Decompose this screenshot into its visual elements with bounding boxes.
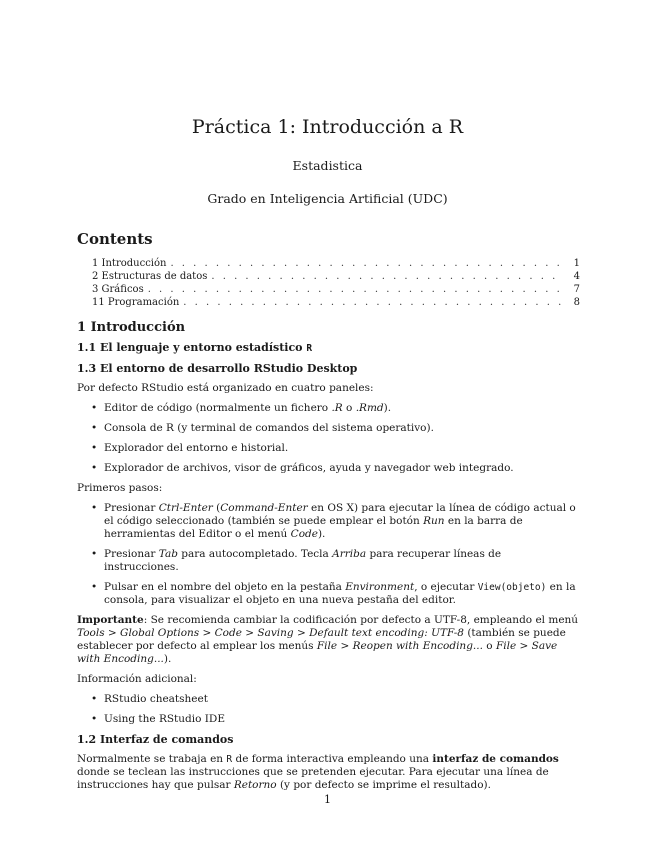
toc-entry-label: 3 Gráficos <box>92 284 144 295</box>
list-item <box>104 548 579 574</box>
paragraph: Por defecto RStudio está organizado en cuatro paneles: <box>77 382 374 394</box>
document-affiliation: Grado en Inteligencia Artificial (UDC) <box>207 191 448 206</box>
text: (y por defecto se imprime el resultado). <box>276 779 491 791</box>
toc-leader-dots <box>211 270 564 283</box>
text: Presionar <box>104 502 159 514</box>
subsection-heading: 1.2 Interfaz de comandos <box>77 733 234 746</box>
toc-entry[interactable] <box>92 270 580 283</box>
text: Editor de código (normalmente un fichero <box>104 402 332 414</box>
code-inline: View(objeto) <box>477 582 547 593</box>
toc-entry-label: 2 Estructuras de datos <box>92 271 208 282</box>
subsection-heading <box>77 341 579 355</box>
subsection-heading-text: 1.1 El lenguaje y entorno estadístico <box>77 341 307 354</box>
list-item: • Consola de R (y terminal de comandos del sistema operativo). <box>104 422 579 435</box>
text: , o ejecutar <box>414 581 478 593</box>
toc-leader-dots <box>183 296 564 309</box>
text: Normalmente se trabaja en <box>77 753 227 765</box>
toc-entry-page: 7 <box>573 284 580 295</box>
emphasis: Arriba <box>332 548 367 560</box>
text: Pulsar en el nombre del objeto en la pestaña <box>104 581 346 593</box>
text: Presionar <box>104 548 159 560</box>
toc-entry-page: 4 <box>573 271 580 282</box>
panels-list <box>77 402 579 475</box>
text: ). <box>383 402 392 414</box>
emphasis: Environment <box>345 581 415 593</box>
emphasis: Ctrl-Enter <box>158 502 213 514</box>
document-subtitle: Estadistica <box>292 158 363 173</box>
code-inline: R <box>306 343 313 354</box>
emphasis: .R <box>331 402 343 414</box>
text: para recuperar líneas de instrucciones. <box>104 548 502 573</box>
text: de forma interactiva empleando una <box>232 753 433 765</box>
emphasis: .Rmd <box>355 402 384 414</box>
text: ). <box>317 528 326 540</box>
code-inline: R <box>226 754 233 765</box>
list-item[interactable]: • RStudio cheatsheet <box>104 693 579 706</box>
links-list <box>77 693 579 726</box>
main-content <box>77 321 579 799</box>
toc-entry-page: 1 <box>573 258 580 269</box>
emphasis: Run <box>423 515 445 527</box>
text: (también se puede establecer por defecto al emplear los menús <box>77 627 566 652</box>
list-item <box>104 402 579 415</box>
emphasis: File > Save with Encoding... <box>77 640 558 665</box>
document-title: Práctica 1: Introducción a R <box>191 116 464 138</box>
emphasis: Tools > Global Options > Code > Saving > Default text encoding: UTF-8 <box>77 627 464 639</box>
toc-entry-label: 1 Introducción <box>92 258 167 269</box>
strong: interfaz de comandos <box>432 753 559 765</box>
section-heading: 1 Introducción <box>77 320 186 335</box>
toc-leader-dots <box>148 283 564 296</box>
paragraph: Información adicional: <box>77 673 197 685</box>
text: donde se teclean las instrucciones que se pretenden ejecutar. Para ejecutar una línea de instrucciones hay que pulsar <box>77 766 549 791</box>
table-of-contents <box>92 257 580 309</box>
list-item <box>104 502 579 541</box>
text: en la consola, para visualizar el objeto en una nueva pestaña del editor. <box>104 581 576 606</box>
text: para autocompletado. Tecla <box>177 548 333 560</box>
text: en OS X) para ejecutar la línea de código actual o el código seleccionado (también se puede emplear el botón <box>104 502 576 527</box>
toc-entry[interactable] <box>92 296 580 309</box>
text: : Se recomienda cambiar la codificación por defecto a UTF-8, empleando el menú <box>143 614 579 626</box>
toc-entry-page: 8 <box>573 297 580 308</box>
subsection-heading: 1.3 El entorno de desarrollo RStudio Desktop <box>77 362 358 375</box>
toc-entry[interactable] <box>92 283 580 296</box>
important-note <box>77 614 579 666</box>
toc-entry-label: 11 Programación <box>92 297 180 308</box>
toc-entry[interactable] <box>92 257 580 270</box>
list-item: • Explorador de archivos, visor de gráficos, ayuda y navegador web integrado. <box>104 462 579 475</box>
text: en la barra de herramientas del Editor o el menú <box>104 515 523 540</box>
toc-leader-dots <box>170 257 564 270</box>
emphasis: Tab <box>158 548 178 560</box>
emphasis: Retorno <box>233 779 277 791</box>
emphasis: File > Reopen with Encoding... <box>316 640 483 652</box>
emphasis: Command-Enter <box>220 502 308 514</box>
steps-list <box>77 502 579 607</box>
list-item[interactable]: • Using the RStudio IDE <box>104 713 579 726</box>
paragraph: Primeros pasos: <box>77 482 163 494</box>
note-label: Importante <box>77 614 144 626</box>
text: o <box>482 640 496 652</box>
contents-heading: Contents <box>77 230 153 248</box>
list-item <box>104 581 579 607</box>
text: ( <box>212 502 221 514</box>
text: ). <box>163 653 172 665</box>
list-item: • Explorador del entorno e historial. <box>104 442 579 455</box>
page-number: 1 <box>324 793 331 806</box>
text: o <box>342 402 356 414</box>
emphasis: Code <box>290 528 318 540</box>
paragraph <box>77 753 579 792</box>
